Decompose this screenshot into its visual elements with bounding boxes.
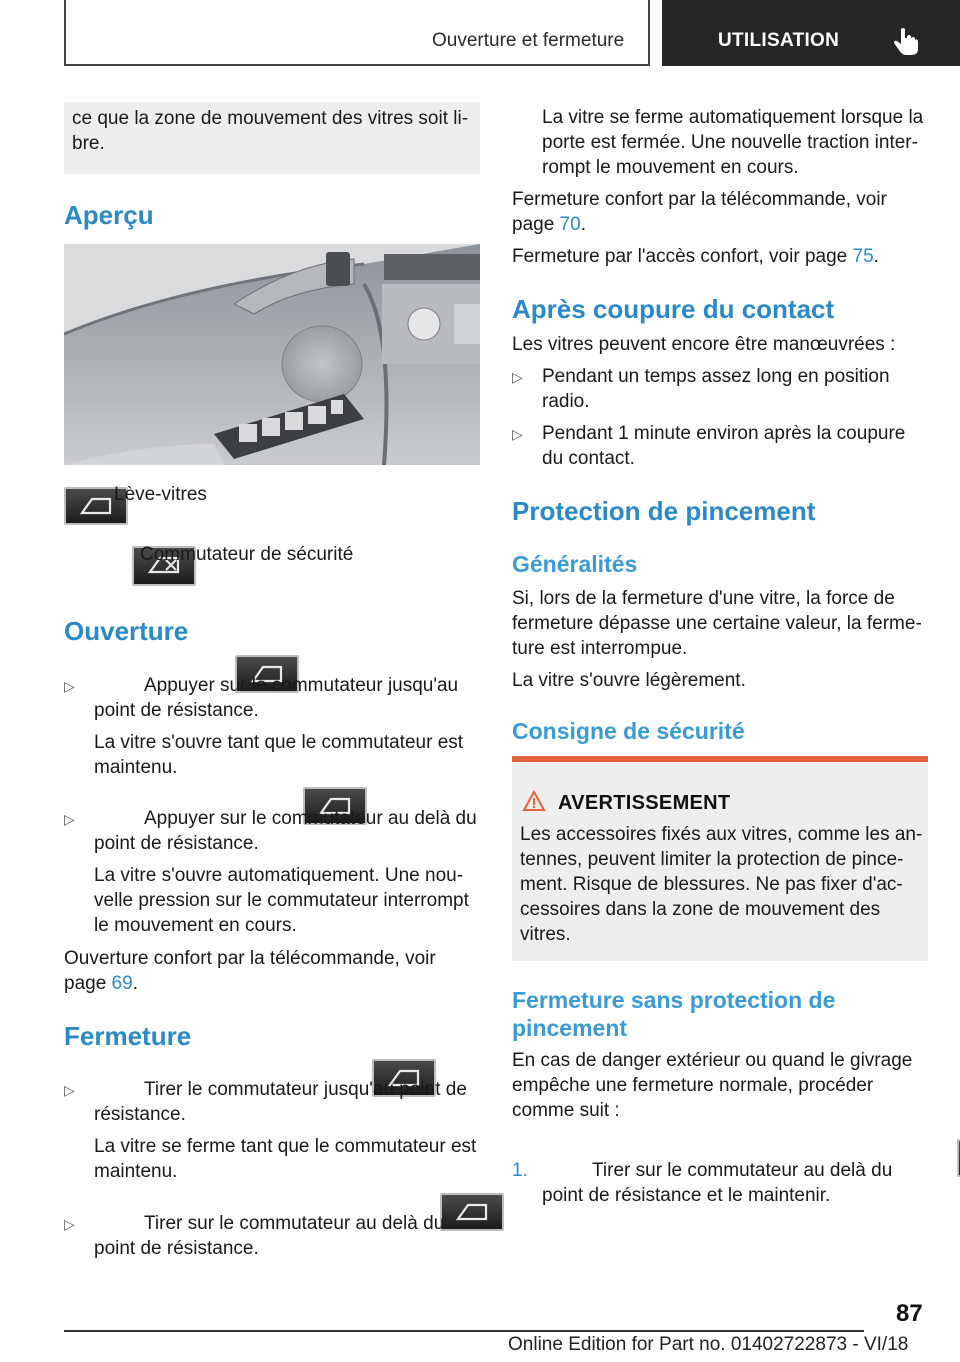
general-text-line1: Si, lors de la fermeture d'une vitre, la force de [512, 588, 895, 609]
page-ref-suffix: . [580, 214, 586, 235]
hand-pointer-icon [892, 26, 920, 56]
fermeture-item1-sub2: maintenu. [94, 1161, 178, 1182]
fermeture-item2-line1: Tirer sur le commutateur au delà du [144, 1213, 445, 1234]
intro-line-2: bre. [72, 133, 105, 154]
page-link-69[interactable]: 69 [111, 973, 133, 994]
door-panel-photo [64, 244, 480, 465]
warning-line-5: vitres. [520, 924, 571, 945]
general-text-line3: ture est interrompue. [512, 638, 688, 659]
heading-general: Généralités [512, 551, 638, 577]
bullet-icon: ▷ [64, 678, 75, 694]
comfort-remote-line2 [512, 212, 586, 237]
ouverture-item2-line2: point de résistance. [94, 833, 259, 854]
page-ref-suffix: . [132, 973, 138, 994]
ouverture-item2-sub1: La vitre s'ouvre automatiquement. Une nou- [94, 865, 464, 886]
step-line1: Tirer sur le commutateur au delà du [592, 1160, 893, 1181]
bullet-icon: ▷ [512, 426, 523, 442]
heading-ouverture: Ouverture [64, 616, 189, 646]
window-switch-icon [440, 1193, 504, 1231]
heading-safety-note: Consigne de sécurité [512, 718, 745, 744]
ouverture-item1-sub1: La vitre s'ouvre tant que le commutateur est [94, 732, 464, 753]
chapter-title: Ouverture et fermeture [432, 30, 625, 51]
ouverture-item1-line1: Appuyer sur le commutateur jusqu'au [144, 675, 459, 696]
page-number: 87 [896, 1300, 923, 1327]
no-pinch-text-line2: empêche une fermeture normale, procéder [512, 1075, 874, 1096]
footer-divider [64, 1330, 864, 1332]
bullet-icon: ▷ [64, 811, 75, 827]
no-pinch-text-line3: comme suit : [512, 1100, 620, 1121]
bullet-icon: ▷ [64, 1216, 75, 1232]
warning-triangle-icon [522, 790, 546, 812]
step-line2: point de résistance et le maintenir. [542, 1185, 831, 1206]
warning-line-3: ment. Risque de blessures. Ne pas fixer d'ac- [520, 874, 903, 895]
warning-text [520, 822, 924, 947]
cont-sub-line3: rompt le mouvement en cours. [542, 157, 799, 178]
warning-line-1: Les accessoires fixés aux vitres, comme les an- [520, 824, 923, 845]
page-link-75[interactable]: 75 [852, 246, 874, 267]
after-contact-item1-line2: radio. [542, 391, 590, 412]
ouverture-item2-line1: Appuyer sur le commutateur au delà du [144, 808, 477, 829]
general-text-line2: fermeture dépasse une certaine valeur, la ferme- [512, 613, 922, 634]
warning-line-4: cessoires dans la zone de mouvement des [520, 899, 881, 920]
cont-sub-line1: La vitre se ferme automatiquement lorsque la [542, 107, 924, 128]
heading-no-pinch-line1: Fermeture sans protection de [512, 987, 836, 1013]
warning-title: AVERTISSEMENT [558, 792, 731, 814]
comfort-access-line [512, 244, 879, 269]
page-link-70[interactable]: 70 [559, 214, 581, 235]
fermeture-item2-line2: point de résistance. [94, 1238, 259, 1259]
page-ref-prefix: page [64, 973, 112, 994]
legend-safety-switch: Commutateur de sécurité [140, 544, 354, 565]
no-pinch-text-line1: En cas de danger extérieur ou quand le givrage [512, 1050, 913, 1071]
page-ref-prefix: page [512, 214, 560, 235]
after-contact-item2-line1: Pendant 1 minute environ après la coupure [542, 423, 906, 444]
step-number: 1. [512, 1160, 528, 1181]
fermeture-item1-sub1: La vitre se ferme tant que le commutateur est [94, 1136, 477, 1157]
heading-fermeture: Fermeture [64, 1021, 192, 1051]
after-contact-intro: Les vitres peuvent encore être manœuvrées : [512, 334, 896, 355]
fermeture-item1-line2: résistance. [94, 1104, 186, 1125]
heading-pinch-protection: Protection de pincement [512, 496, 816, 526]
bullet-icon: ▷ [64, 1082, 75, 1098]
bullet-icon: ▷ [512, 369, 523, 385]
comfort-remote-line1: Fermeture confort par la télécommande, voir [512, 189, 887, 210]
ouverture-item2-sub3: le mouvement en cours. [94, 915, 297, 936]
ouverture-item1-line2: point de résistance. [94, 700, 259, 721]
comfort-access-text: Fermeture par l'accès confort, voir page [512, 246, 853, 267]
warning-box [512, 756, 928, 961]
page-ref-suffix: . [873, 246, 879, 267]
heading-apercu: Aperçu [64, 200, 154, 230]
intro-line-1: ce que la zone de mouvement des vitres soit li- [72, 108, 469, 129]
heading-no-pinch-line2: pincement [512, 1015, 628, 1041]
warning-line-2: tennes, peuvent limiter la protection de pince- [520, 849, 904, 870]
cont-sub-line2: porte est fermée. Une nouvelle traction inter- [542, 132, 918, 153]
ouverture-item2-sub2: velle pression sur le commutateur interrompt [94, 890, 469, 911]
heading-after-contact: Après coupure du contact [512, 294, 835, 324]
fermeture-item1-line1: Tirer le commutateur jusqu'au point de [144, 1079, 467, 1100]
section-label: UTILISATION [718, 30, 840, 51]
after-contact-item1-line1: Pendant un temps assez long en position [542, 366, 890, 387]
intro-note-box [64, 102, 480, 174]
general-text2: La vitre s'ouvre légèrement. [512, 670, 746, 691]
after-contact-item2-line2: du contact. [542, 448, 635, 469]
legend-window-lifter: Lève-vitres [114, 484, 207, 505]
ouverture-comfort-line2 [64, 971, 138, 996]
footer-edition: Online Edition for Part no. 01402722873 - VI/18 [508, 1334, 909, 1355]
ouverture-item1-sub2: maintenu. [94, 757, 178, 778]
ouverture-comfort-line1: Ouverture confort par la télécommande, voir [64, 948, 436, 969]
